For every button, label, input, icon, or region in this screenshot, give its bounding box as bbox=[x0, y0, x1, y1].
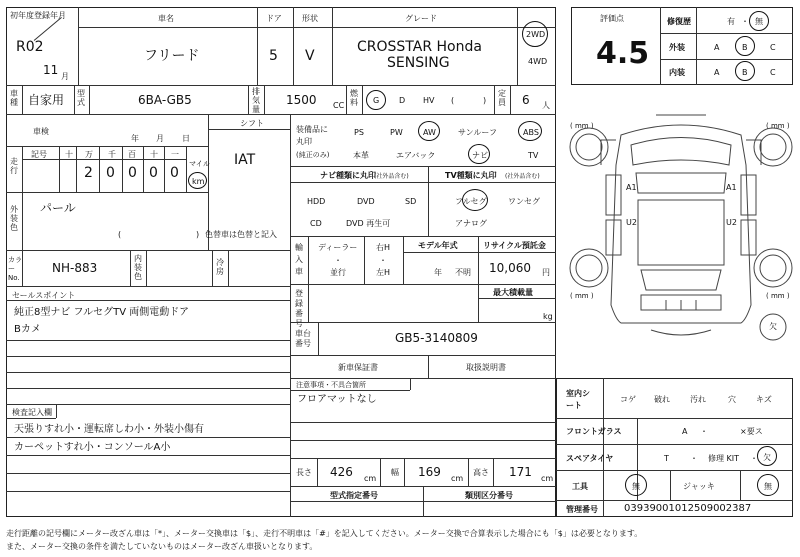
capacity-label: 定員 bbox=[498, 89, 506, 107]
navi-dvd: DVD bbox=[357, 197, 375, 206]
mileage-label: 走行 bbox=[10, 157, 18, 175]
sales-points-line1: 純正8型ナビ フルセグTV 両側電動ドア bbox=[14, 307, 189, 318]
color-value: パール bbox=[40, 201, 76, 215]
model-year-label: モデル年式 bbox=[418, 241, 458, 250]
color-note: 色替車は色替と記入 bbox=[205, 230, 277, 239]
sales-points-label: セールスポイント bbox=[12, 291, 76, 300]
mgmt-label: 管理番号 bbox=[566, 505, 598, 514]
grade-label: グレード bbox=[405, 14, 437, 23]
spare-t: T bbox=[664, 454, 669, 463]
navi-label: ナビ種類に丸印 bbox=[320, 171, 376, 180]
mileage-digit-4: 0 bbox=[128, 165, 137, 181]
equip-leather: 本革 bbox=[353, 151, 369, 160]
digit-label-2: 万 bbox=[85, 150, 93, 159]
exterior-label: 外装 bbox=[669, 43, 685, 52]
length-unit: cm bbox=[364, 474, 377, 483]
diagram-label-u2-left: U2 bbox=[626, 218, 637, 227]
mile-label: マイル bbox=[189, 160, 210, 168]
glass-needs: ×要ス bbox=[740, 427, 763, 436]
import-dealer: ディーラー bbox=[318, 243, 358, 252]
spare-kit: 修理 KIT bbox=[708, 454, 740, 463]
color-paren-close: ) bbox=[196, 230, 200, 239]
chassis-label: 車台番号 bbox=[295, 329, 311, 348]
model-value: 6BA-GB5 bbox=[138, 93, 192, 107]
color-no-value: NH-883 bbox=[52, 261, 98, 275]
car-diagram-svg bbox=[566, 105, 796, 375]
inspection-label: 車検 bbox=[33, 127, 49, 136]
diagram-mark-3: ( mm ) bbox=[570, 292, 594, 300]
color-no-label: カラーNo. bbox=[8, 256, 22, 282]
car-name-label: 車名 bbox=[158, 14, 174, 23]
digit-label-4: 百 bbox=[128, 150, 136, 159]
repair-no: 無 bbox=[755, 17, 763, 26]
seat-tear: 破れ bbox=[654, 395, 670, 404]
digit-label-1: 十 bbox=[65, 150, 73, 159]
exterior-c: C bbox=[770, 43, 776, 52]
glass-a: A bbox=[682, 427, 688, 436]
width-label: 幅 bbox=[391, 468, 399, 477]
jack-label: ジャッキ bbox=[683, 482, 715, 491]
height-value: 171 bbox=[509, 465, 532, 479]
repair-label: 修復歴 bbox=[667, 17, 691, 26]
equip-abs: ABS bbox=[523, 128, 539, 137]
equip-navi: ナビ bbox=[472, 151, 488, 160]
seat-burn: コゲ bbox=[620, 395, 636, 404]
footer-line1: 走行距離の記号欄にメーター改ざん車は「*」、メーター交換車は「$」、走行不明車は「#」を記入してください。メーター交換で合算表示した場合にも「$」は必要となります。 bbox=[6, 529, 643, 538]
footer-line2: また、メーター交換の条件を満たしていないものはメーター改ざん車扱いとなります。 bbox=[6, 542, 318, 551]
diagram-label-defect: 欠 bbox=[769, 322, 777, 331]
equipment-label: 装備品に丸印 bbox=[296, 125, 328, 146]
tv-analog: アナログ bbox=[455, 219, 487, 228]
shift-value: IAT bbox=[234, 152, 256, 168]
shift-label: シフト bbox=[240, 119, 264, 128]
door-label: ドア bbox=[266, 14, 282, 23]
category-label: 類別区分番号 bbox=[465, 491, 513, 500]
chassis-value: GB5-3140809 bbox=[395, 331, 478, 345]
import-dot: ・ bbox=[334, 256, 342, 265]
navi-hdd: HDD bbox=[307, 197, 326, 206]
equipment-sublabel: (純正のみ) bbox=[296, 151, 330, 159]
first-reg-label: 初年度登録年月 bbox=[10, 11, 66, 20]
model-year-unit: 年 bbox=[434, 268, 442, 277]
capacity-value: 6 bbox=[522, 93, 530, 107]
digit-label-6: 一 bbox=[171, 150, 179, 159]
grade-line1: CROSSTAR Honda bbox=[357, 39, 482, 55]
first-reg-era: R02 bbox=[16, 39, 44, 55]
usage-label: 車種 bbox=[10, 89, 18, 107]
interior-b: B bbox=[742, 68, 748, 77]
model-label: 型式 bbox=[77, 89, 85, 107]
navi-dvd-play: DVD 再生可 bbox=[346, 219, 391, 228]
seat-label: 室内シート bbox=[566, 389, 590, 410]
mileage-digit-3: 0 bbox=[106, 165, 115, 181]
length-value: 426 bbox=[330, 465, 353, 479]
warranty-label: 新車保証書 bbox=[338, 363, 378, 372]
interior-label: 内装 bbox=[669, 68, 685, 77]
interior-c: C bbox=[770, 68, 776, 77]
color-label: 外装色 bbox=[10, 205, 18, 232]
tv-sub: (社外品含む) bbox=[505, 173, 540, 180]
mileage-digit-6: 0 bbox=[170, 165, 179, 181]
equip-pw: PW bbox=[390, 128, 403, 137]
width-unit: cm bbox=[451, 474, 464, 483]
spare-dot1: ・ bbox=[690, 454, 698, 463]
width-value: 169 bbox=[418, 465, 441, 479]
fuel-paren-open: ( bbox=[451, 96, 455, 105]
tools-label: 工具 bbox=[572, 482, 588, 491]
max-load-unit: kg bbox=[543, 312, 553, 321]
tools-value: 無 bbox=[632, 482, 640, 491]
navi-cd: CD bbox=[310, 219, 322, 228]
score-value: 4.5 bbox=[596, 36, 650, 71]
mileage-digit-5: 0 bbox=[149, 165, 158, 181]
inspection-day-unit: 日 bbox=[182, 134, 190, 143]
fuel-label: 燃料 bbox=[350, 89, 358, 107]
mgmt-value: 03939001012509002387 bbox=[624, 503, 752, 514]
score-label: 評価点 bbox=[600, 14, 624, 23]
registration-label: 登録番号 bbox=[295, 289, 303, 328]
repair-dot: ・ bbox=[741, 17, 749, 26]
inspector-line2: カーペットすれ小・コンソールA小 bbox=[14, 442, 171, 453]
inspector-label: 検査記入欄 bbox=[12, 408, 52, 417]
glass-label: フロントガラス bbox=[566, 427, 622, 436]
equip-airbag: エアバック bbox=[396, 151, 436, 160]
exterior-b: B bbox=[742, 43, 748, 52]
notes-label: 注意事項・不具合箇所 bbox=[296, 381, 366, 389]
shape-value: V bbox=[305, 48, 315, 64]
diagram-mark-2: ( mm ) bbox=[766, 122, 790, 130]
recycle-label: リサイクル預託金 bbox=[483, 241, 546, 250]
seat-dirt: 汚れ bbox=[690, 395, 706, 404]
length-label: 長さ bbox=[296, 468, 312, 477]
glass-dot: ・ bbox=[700, 427, 708, 436]
fuel-d: D bbox=[399, 96, 406, 105]
import-label: 輸入車 bbox=[295, 243, 303, 276]
fuel-g: G bbox=[373, 96, 380, 105]
navi-sd: SD bbox=[405, 197, 417, 206]
displacement-label: 排気量 bbox=[252, 87, 260, 114]
capacity-unit: 人 bbox=[542, 101, 550, 110]
cooler-label: 冷房 bbox=[216, 258, 224, 276]
inspector-line1: 天張りすれ小・運転席しわ小・外装小傷有 bbox=[14, 424, 204, 435]
drive-4wd: 4WD bbox=[528, 57, 548, 66]
import-right-h: 右H bbox=[376, 243, 391, 252]
height-unit: cm bbox=[541, 474, 554, 483]
import-left-h: 左H bbox=[376, 268, 391, 277]
diagram-label-a1-right: A1 bbox=[726, 183, 737, 192]
exterior-a: A bbox=[714, 43, 720, 52]
manual-label: 取扱説明書 bbox=[466, 363, 506, 372]
import-parallel: 並行 bbox=[330, 268, 346, 277]
spare-dot2: ・ bbox=[750, 454, 758, 463]
height-label: 高さ bbox=[473, 468, 489, 477]
door-value: 5 bbox=[269, 48, 278, 64]
seat-hole: 穴 bbox=[728, 395, 736, 404]
displacement-value: 1500 bbox=[286, 93, 317, 107]
shape-label: 形状 bbox=[302, 14, 318, 23]
tv-oneseg: ワンセグ bbox=[508, 197, 540, 206]
usage-value: 自家用 bbox=[28, 93, 65, 107]
jack-value: 無 bbox=[764, 482, 772, 491]
digit-label-3: 千 bbox=[108, 150, 116, 159]
digit-label-5: 十 bbox=[150, 150, 158, 159]
recycle-value: 10,060 bbox=[489, 261, 531, 275]
grade-line2: SENSING bbox=[387, 55, 450, 71]
inspection-year-unit: 年 bbox=[131, 134, 139, 143]
spare-missing: 欠 bbox=[763, 453, 771, 462]
car-name: フリード bbox=[144, 48, 200, 64]
seat-scratch: キズ bbox=[756, 395, 772, 404]
navi-sub: (社外品含む) bbox=[374, 173, 409, 180]
notes-value: フロアマットなし bbox=[297, 394, 377, 405]
sales-points-line2: Bカメ bbox=[14, 324, 41, 335]
drive-2wd: 2WD bbox=[526, 30, 546, 39]
equip-sunroof: サンルーフ bbox=[458, 128, 497, 137]
mileage-digit-2: 2 bbox=[84, 165, 93, 181]
diagram-mark-4: ( mm ) bbox=[766, 292, 790, 300]
diagram-mark-1: ( mm ) bbox=[570, 122, 594, 130]
interior-a: A bbox=[714, 68, 720, 77]
max-load-label: 最大積載量 bbox=[493, 288, 533, 297]
import-dot-2: ・ bbox=[379, 256, 387, 265]
diagram-label-a1-left: A1 bbox=[626, 183, 637, 192]
repair-yes: 有 bbox=[727, 17, 735, 26]
fuel-hv: HV bbox=[423, 96, 435, 105]
inspection-month-unit: 月 bbox=[156, 134, 164, 143]
diagram-label-u2-right: U2 bbox=[726, 218, 737, 227]
displacement-unit: CC bbox=[333, 101, 345, 110]
mileage-marker-label: 記号 bbox=[31, 150, 47, 159]
spare-label: スペアタイヤ bbox=[566, 454, 614, 463]
model-year-unknown: 不明 bbox=[455, 268, 471, 277]
fuel-paren-close: ) bbox=[483, 96, 487, 105]
tv-label: TV種類に丸印 bbox=[445, 171, 497, 180]
km-label: km bbox=[192, 177, 205, 186]
recycle-unit: 円 bbox=[542, 268, 550, 277]
equip-aw: AW bbox=[423, 128, 436, 137]
first-reg-month: 11 bbox=[43, 63, 59, 77]
equip-tv: TV bbox=[528, 151, 539, 160]
designation-label: 型式指定番号 bbox=[330, 491, 378, 500]
interior-color-label: 内装色 bbox=[134, 254, 142, 281]
equip-ps: PS bbox=[354, 128, 364, 137]
tv-fullseg: フルセグ bbox=[455, 197, 487, 206]
color-paren-open: ( bbox=[118, 230, 122, 239]
first-reg-month-unit: 月 bbox=[61, 72, 69, 81]
car-diagram bbox=[566, 105, 796, 375]
